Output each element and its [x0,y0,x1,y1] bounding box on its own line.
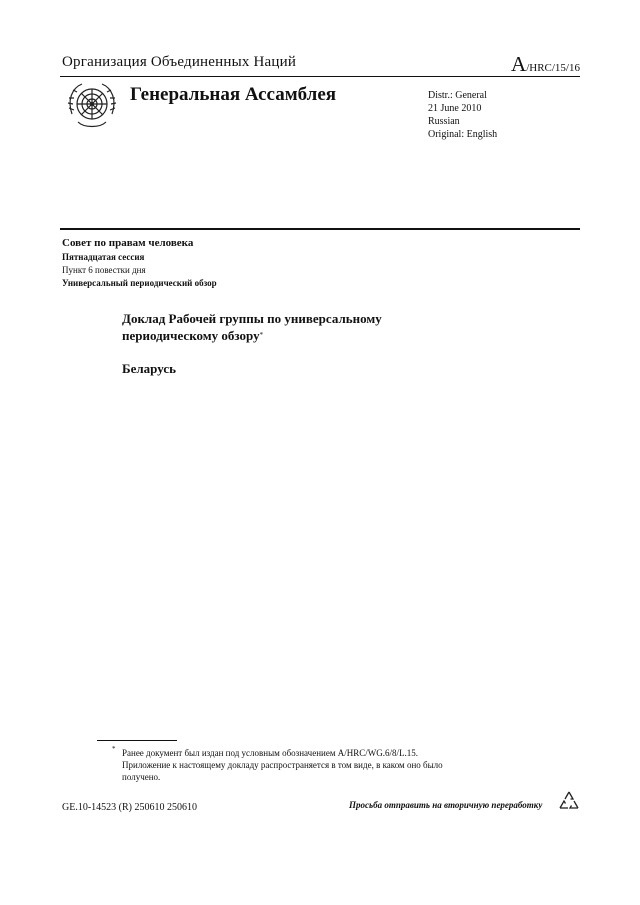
section-divider [60,228,580,230]
footnote-text [122,747,522,783]
recycle-icon [558,790,580,812]
organization-name: Организация Объединенных Наций [62,54,297,70]
footnote-divider [97,740,177,741]
review-topic: Универсальный периодический обзор [62,278,217,288]
country-name: Беларусь [122,361,176,376]
title-line-2-text: периодическому обзору [122,328,260,343]
symbol-letter: A [511,52,527,76]
document-date: 21 June 2010 [428,103,482,114]
general-assembly-title: Генеральная Ассамблея [130,84,337,105]
document-symbol [511,52,580,77]
title-line-2 [122,327,502,344]
footnote-line-2: Приложение к настоящему докладу распространяется в том виде, в каком оно было [122,760,443,770]
agenda-item: Пункт 6 повестки дня [62,265,146,275]
header-divider [60,76,580,77]
title-line-1: Доклад Рабочей группы по универсальному [122,311,382,326]
distribution-block [428,89,497,141]
council-name: Совет по правам человека [62,237,194,249]
footnote-line-1: Ранее документ был издан под условным обозначением A/HRC/WG.6/8/L.15. [122,748,419,758]
symbol-rest: /HRC/15/16 [526,62,580,74]
un-emblem-icon [64,80,120,132]
footnote-line-3: получено. [122,772,161,782]
session-number: Пятнадцатая сессия [62,252,145,262]
job-number: GE.10-14523 (R) 250610 250610 [62,802,197,813]
distr-label: Distr.: General [428,90,487,101]
recycle-note: Просьба отправить на вторичную переработку [349,800,543,810]
original-language: Original: English [428,129,498,140]
document-language: Russian [428,116,460,127]
footnote-mark: * [112,745,116,753]
footnote-reference: * [259,331,264,339]
document-title [122,310,502,344]
